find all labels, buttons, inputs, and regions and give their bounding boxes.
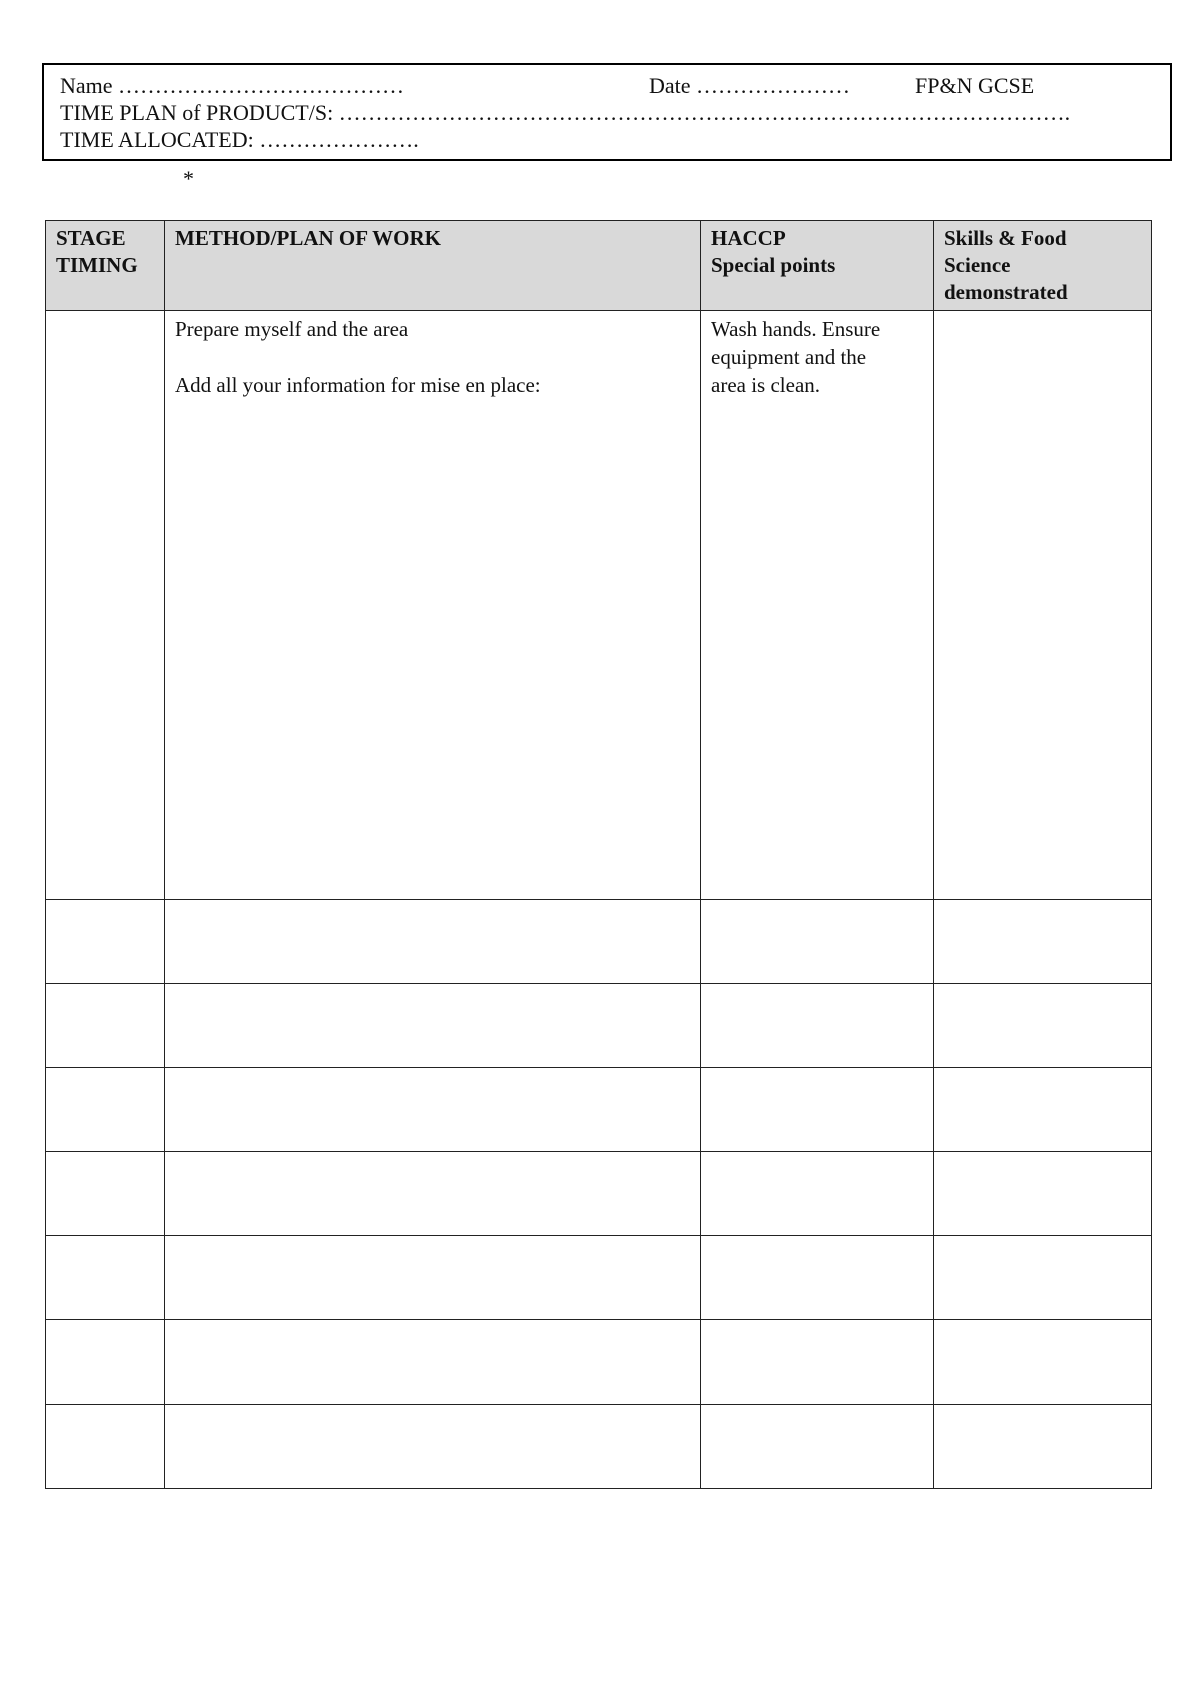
header-line-3: [60, 126, 1170, 153]
time-plan-table: [45, 220, 1152, 1489]
method-text-1: Prepare myself and the area: [175, 317, 409, 341]
skills-cell[interactable]: [934, 1152, 1152, 1236]
haccp-cell[interactable]: [701, 1320, 934, 1405]
method-cell[interactable]: [165, 984, 701, 1068]
haccp-text-3: area is clean.: [711, 373, 821, 397]
date-field[interactable]: Date …………………: [649, 73, 851, 98]
header-box: [42, 63, 1172, 161]
skills-cell[interactable]: [934, 1405, 1152, 1489]
haccp-text-1: Wash hands. Ensure: [711, 317, 881, 341]
time-plan-field[interactable]: TIME PLAN of PRODUCT/S: ……………………………………………………………………………………….: [60, 100, 1071, 125]
header-skills: Skills & Food Science demonstrated: [934, 221, 1152, 311]
table-row: [46, 1320, 1152, 1405]
method-cell[interactable]: [165, 1236, 701, 1320]
skills-cell[interactable]: [934, 900, 1152, 984]
stage-timing-cell[interactable]: [46, 1405, 165, 1489]
haccp-cell[interactable]: [701, 984, 934, 1068]
stage-timing-cell[interactable]: [46, 1320, 165, 1405]
header-line-1: [60, 72, 1170, 99]
table-row: [46, 311, 1152, 900]
name-field[interactable]: Name …………………………………: [60, 73, 405, 98]
stage-timing-cell[interactable]: [46, 1236, 165, 1320]
table-row: [46, 1236, 1152, 1320]
table-row: [46, 1405, 1152, 1489]
method-cell[interactable]: [165, 900, 701, 984]
skills-cell[interactable]: [934, 1320, 1152, 1405]
method-cell[interactable]: [165, 1068, 701, 1152]
method-cell[interactable]: [165, 1320, 701, 1405]
header-line-2: [60, 99, 1170, 126]
method-cell[interactable]: [165, 311, 701, 900]
haccp-text-2: equipment and the: [711, 345, 867, 369]
table-header-row: [46, 221, 1152, 311]
header-method: METHOD/PLAN OF WORK: [165, 221, 701, 311]
haccp-cell[interactable]: [701, 311, 934, 900]
header-haccp: HACCP Special points: [701, 221, 934, 311]
haccp-cell[interactable]: [701, 1068, 934, 1152]
stage-timing-cell[interactable]: [46, 1068, 165, 1152]
table-row: [46, 1068, 1152, 1152]
skills-cell[interactable]: [934, 1068, 1152, 1152]
asterisk-mark: *: [183, 166, 194, 191]
method-cell[interactable]: [165, 1152, 701, 1236]
stage-timing-cell[interactable]: [46, 311, 165, 900]
haccp-cell[interactable]: [701, 1152, 934, 1236]
method-text-2: Add all your information for mise en place:: [175, 373, 541, 397]
course-label: FP&N GCSE: [915, 73, 1035, 98]
method-cell[interactable]: [165, 1405, 701, 1489]
skills-cell[interactable]: [934, 311, 1152, 900]
haccp-cell[interactable]: [701, 900, 934, 984]
stage-timing-cell[interactable]: [46, 1152, 165, 1236]
table-row: [46, 900, 1152, 984]
haccp-cell[interactable]: [701, 1405, 934, 1489]
haccp-cell[interactable]: [701, 1236, 934, 1320]
table-row: [46, 1152, 1152, 1236]
skills-cell[interactable]: [934, 1236, 1152, 1320]
table-row: [46, 984, 1152, 1068]
stage-timing-cell[interactable]: [46, 900, 165, 984]
time-allocated-field[interactable]: TIME ALLOCATED: ………………….: [60, 127, 419, 152]
stage-timing-cell[interactable]: [46, 984, 165, 1068]
skills-cell[interactable]: [934, 984, 1152, 1068]
header-stage-timing: STAGE TIMING: [46, 221, 165, 311]
